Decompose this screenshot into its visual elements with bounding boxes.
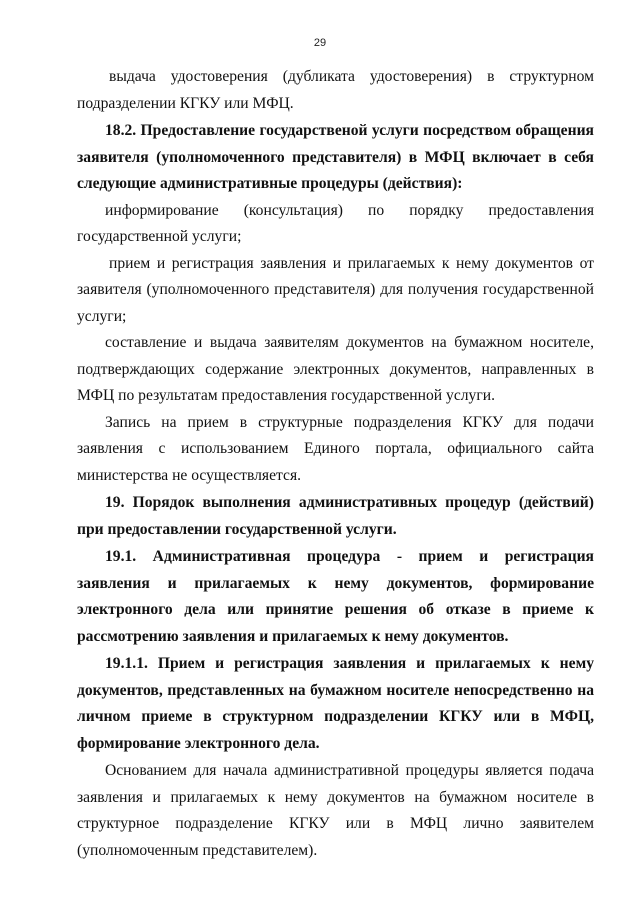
page-number: 29 bbox=[313, 37, 327, 49]
paragraph-documents-issuance: составление и выдача заявителям документов на бумажном носителе, подтверждающих содержание электронных документов, направленных в МФЦ по результатам предоставления государственной услуги. bbox=[77, 334, 594, 404]
section-18-2-heading: 18.2. Предоставление государственой услуги посредством обращения заявителя (уполномоченного представителя) в МФЦ включает в себя следующие административные процедуры (действия): bbox=[77, 122, 594, 192]
paragraph-informing: информирование (консультация) по порядку предоставления государственной услуги; bbox=[77, 201, 594, 245]
section-19-1-heading: 19.1. Административная процедура - прием и регистрация заявления и прилагаемых к нему документов, формирование электронного дела или принятие решения об отказе в приеме к рассмотрению заявления и прилагаемых к нему документов. bbox=[77, 548, 594, 645]
document-body bbox=[77, 64, 594, 864]
paragraph-basis: Основанием для начала административной процедуры является подача заявления и прилагаемых к нему документов на бумажном носителе в структурное подразделение КГКУ или в МФЦ лично заявителем (уполномоченным представителем). bbox=[77, 762, 594, 859]
section-19-1-1-heading: 19.1.1. Прием и регистрация заявления и прилагаемых к нему документов, представленных на бумажном носителе непосредственно на личном приеме в структурном подразделении КГКУ или в МФЦ, формирование электронного дела. bbox=[77, 655, 594, 752]
paragraph-issuance: выдача удостоверения (дубликата удостоверения) в структурном подразделении КГКУ или МФЦ. bbox=[77, 68, 594, 112]
paragraph-reception: прием и регистрация заявления и прилагаемых к нему документов от заявителя (уполномоченного представителя) для получения государственной услуги; bbox=[77, 254, 594, 325]
paragraph-appointment: Запись на прием в структурные подразделения КГКУ для подачи заявления с использованием Единого портала, официального сайта министерства не осуществляется. bbox=[77, 413, 594, 484]
section-19-heading: 19. Порядок выполнения административных процедур (действий) при предоставлении государственной услуги. bbox=[77, 494, 594, 538]
